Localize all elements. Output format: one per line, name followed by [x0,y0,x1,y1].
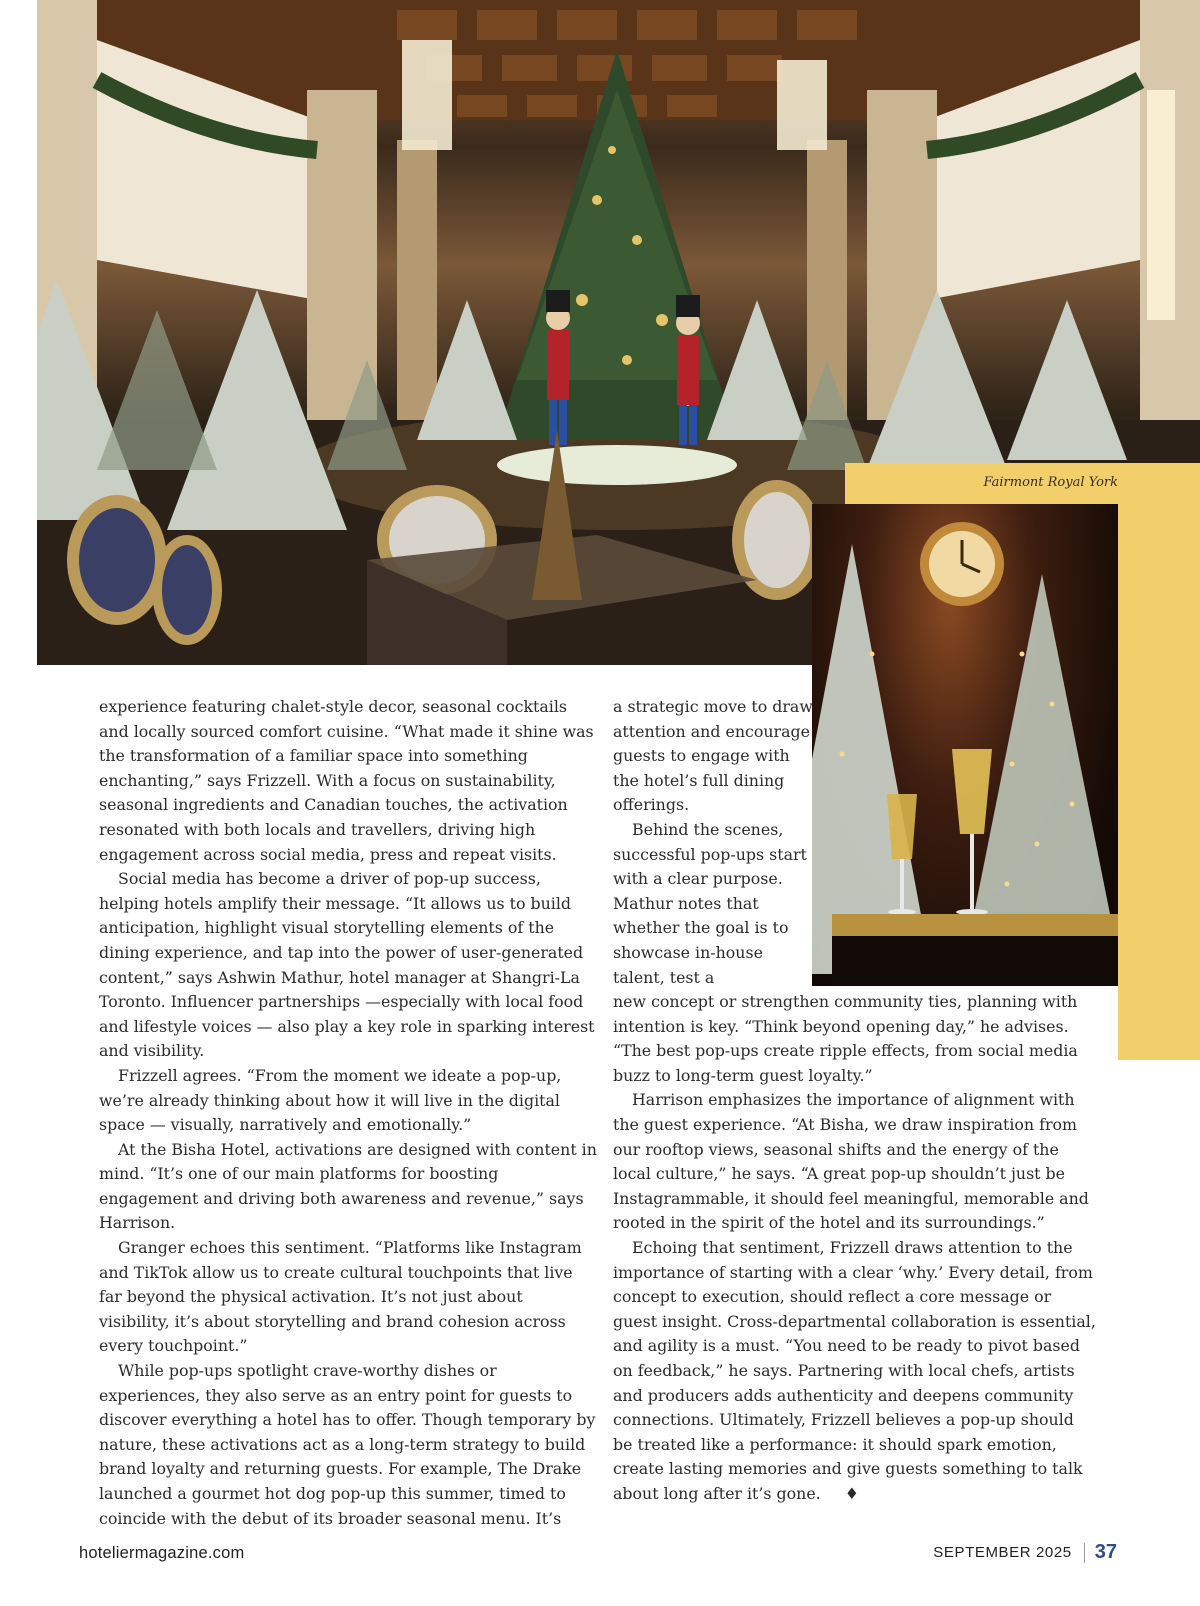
inset-photo-champagne [812,504,1118,986]
gold-accent-panel [1118,504,1200,1060]
paragraph [613,1236,1098,1507]
footer-website: hoteliermagazine.com [79,1544,245,1562]
champagne-flutes-illustration [812,504,1118,986]
paragraph: experience featuring chalet-style decor, seasonal cocktails and locally sourced comfort cuisine. “What made it shine was the transformation of a familiar space into something enchanting,” says Frizzell. With a focus on sustainability, seasonal ingredients and Canadian touches, the activation resonated with both locals and travellers, driving high engagement across social media, press and repeat visits. [99,697,594,864]
footer-issue-info [933,1541,1117,1564]
issue-date: SEPTEMBER 2025 [933,1544,1072,1561]
photo-caption: Fairmont Royal York [983,475,1118,490]
caption-band [845,463,1200,504]
paragraph-text: Echoing that sentiment, Frizzell draws attention to the importance of starting with a clear ‘why.’ Every detail, from concept to execution, should reflect a core message or guest insight. Cross-departmental collaboration is essential, and agility is a must. “You need to be ready to pivot based on feedback,” he says. Partnering with local chefs, artists and producers adds authenticity and deepens community connections. Ultimately, Frizzell believes a pop-up should be treated like a performance: it should spark emotion, create lasting memories and give guests something to talk about long after it’s gone. [613,1237,1096,1503]
paragraph: Frizzell agrees. “From the moment we ideate a pop-up, we’re already thinking about how it will live in the digital space — visually, narratively and emotionally.” [99,1065,562,1135]
paragraph: new concept or strengthen community ties, planning with intention is key. “Think beyond opening day,” he advises. “The best pop-ups create ripple effects, from social media buzz to long-term guest loyalty.” [613,992,1078,1085]
paragraph: Granger echoes this sentiment. “Platforms like Instagram and TikTok allow us to create cultural touchpoints that live far beyond the physical activation. It’s not just about visibility, it’s about storytelling and brand cohesion across every touchpoint.” [99,1238,582,1356]
page-number: 37 [1094,1541,1117,1563]
paragraph: Social media has become a driver of pop-up success, helping hotels amplify their message. “It allows us to build anticipation, highlight visual storytelling elements of the dining experience, and tap into the power of user-generated content,” says Ashwin Mathur, hotel manager at Shangri-La Toronto. Influencer partnerships —especially with local food and lifestyle voices — also play a key role in sparking interest and visibility. [99,869,595,1061]
paragraph: Behind the scenes, successful pop-ups start with a clear purpose. Mathur notes that whether the goal is to showcase in-house talent, test a [613,819,807,987]
article-right-column-wide [613,990,1098,1506]
end-of-article-diamond-icon: ♦ [844,1483,859,1503]
paragraph: a strategic move to draw attention and encourage guests to engage with the hotel’s full dining offerings. [613,697,813,815]
article-left-column [99,695,597,1531]
article-right-column-narrow [613,695,813,990]
paragraph: Harrison emphasizes the importance of alignment with the guest experience. “At Bisha, we draw inspiration from our rooftop views, seasonal shifts and the energy of the local culture,” he says. “A great pop-up shouldn’t just be Instagrammable, it should feel meaningful, memorable and rooted in the spirit of the hotel and its surroundings.” [613,1090,1089,1233]
paragraph: While pop-ups spotlight crave-worthy dishes or experiences, they also serve as an entry point for guests to discover everything a hotel has to offer. Though temporary by nature, these activations act as a long-term strategy to build brand loyalty and returning guests. For example, The Drake launched a gourmet hot dog pop-up this summer, timed to coincide with the debut of its broader seasonal menu. It’s [99,1361,596,1528]
paragraph: At the Bisha Hotel, activations are designed with content in mind. “It’s one of our main platforms for boosting engagement and driving both awareness and revenue,” says Harrison. [99,1139,597,1233]
footer-divider [1084,1543,1085,1563]
